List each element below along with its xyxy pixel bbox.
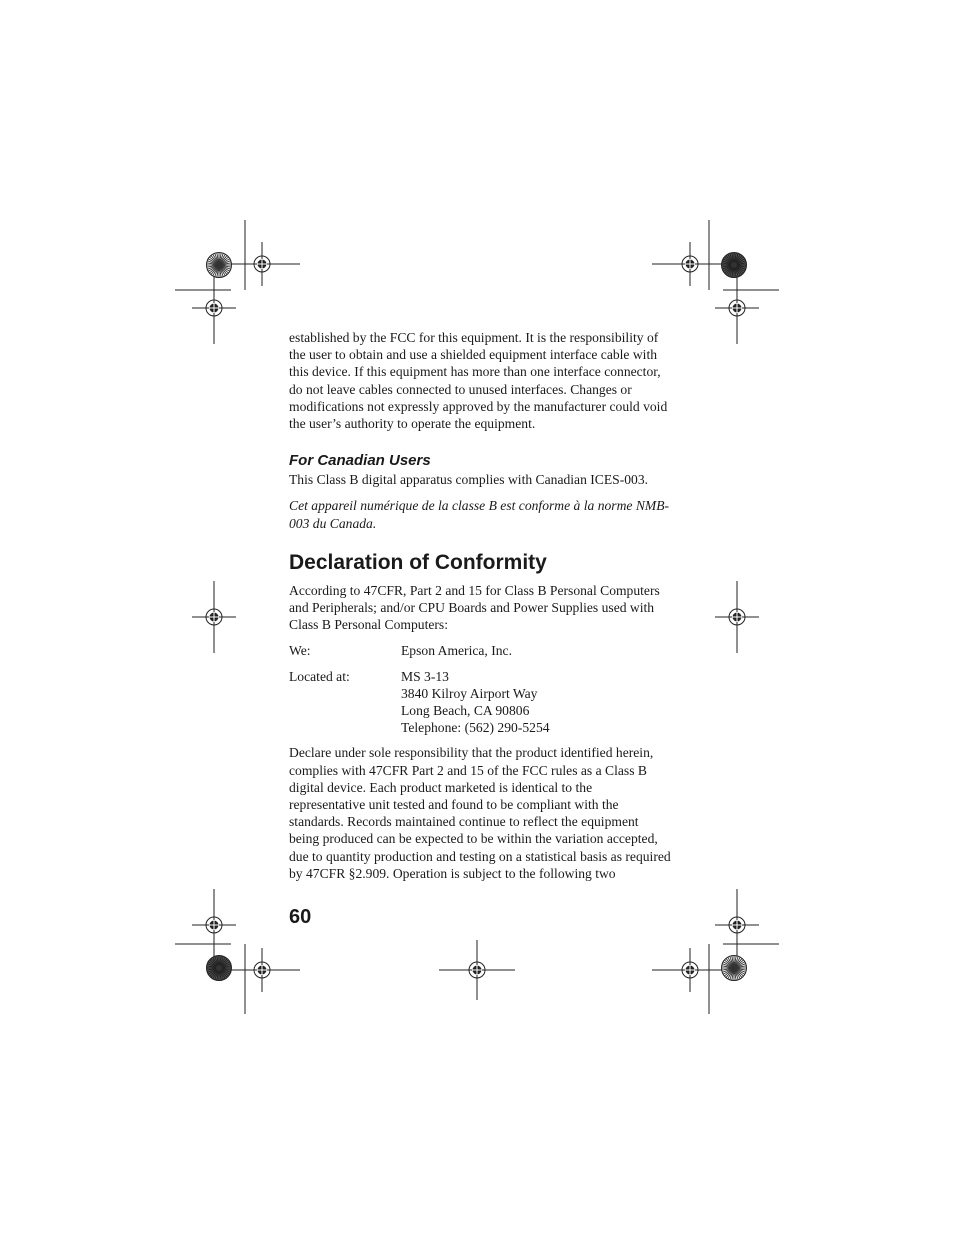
registration-target xyxy=(652,948,728,992)
starburst-mark xyxy=(722,956,747,981)
starburst-mark xyxy=(207,956,232,981)
registration-target xyxy=(439,940,515,1000)
page-body xyxy=(289,329,671,882)
canadian-statement-french: Cet appareil numérique de la classe B est conforme à la norme NMB-003 du Canada. xyxy=(289,498,670,531)
address-line-2: 3840 Kilroy Airport Way xyxy=(401,685,538,701)
address-block xyxy=(401,668,671,737)
registration-target xyxy=(192,581,236,653)
registration-target xyxy=(224,242,300,286)
address-line-3: Long Beach, CA 90806 xyxy=(401,703,530,719)
registration-target xyxy=(192,889,236,961)
starburst-mark xyxy=(207,253,232,278)
we-value: Epson America, Inc. xyxy=(401,643,512,659)
declaration-intro: According to 47CFR, Part 2 and 15 for Class B Personal Computers and Peripherals; and/or CPU Boards and Power Supplies used with Class B Personal Computers: xyxy=(289,582,660,633)
address-line-1: MS 3-13 xyxy=(401,668,449,684)
registration-target xyxy=(715,889,759,961)
registration-target xyxy=(715,581,759,653)
address-telephone: Telephone: (562) 290-5254 xyxy=(401,720,550,736)
canadian-statement: This Class B digital apparatus complies with Canadian ICES-003. xyxy=(289,472,649,488)
we-label: We: xyxy=(289,643,311,659)
fcc-paragraph: established by the FCC for this equipment. It is the responsibility of the user to obtain and use a shielded equipment interface cable with this device. If this equipment has more than one interface connector, do not leave cables connected to unused interfaces. Changes or modifications not expressly approved by the manufacturer could void the user’s authority to operate the equipment. xyxy=(289,330,668,432)
declaration-heading: Declaration of Conformity xyxy=(289,550,547,574)
declaration-body: Declare under sole responsibility that the product identified herein, complies with 47CFR Part 2 and 15 of the FCC rules as a Class B digital device. Each product marketed is identical to the representative unit tested and found to be compliant with the standards. Records maintained continue to reflect the equipment being produced can be expected to be within the variation accepted, due to quantity production and testing on a statistical basis as required by 47CFR §2.909. Operation is subject to the following two xyxy=(289,745,671,881)
registration-target xyxy=(715,272,759,344)
starburst-mark xyxy=(722,253,747,278)
located-label: Located at: xyxy=(289,668,350,684)
registration-target xyxy=(652,242,728,286)
located-row xyxy=(289,668,671,737)
we-row xyxy=(289,642,671,659)
registration-target xyxy=(192,272,236,344)
registration-target xyxy=(224,948,300,992)
page-number: 60 xyxy=(289,906,312,928)
canadian-users-heading: For Canadian Users xyxy=(289,452,431,470)
